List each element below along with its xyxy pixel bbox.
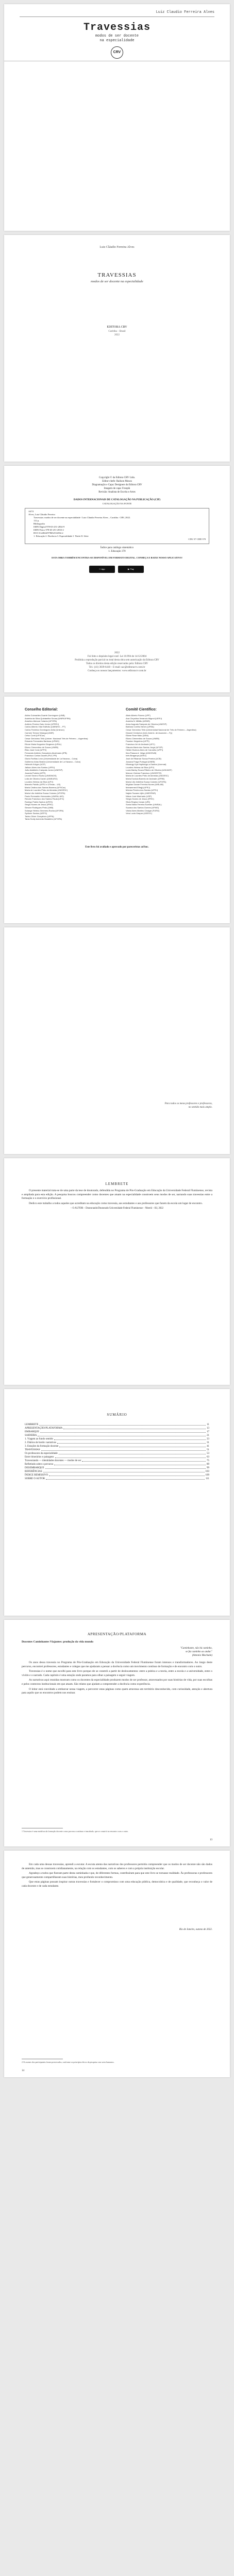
- council-member: Míghian Danae Ferreira Nunes (UNILAB): [126, 783, 164, 786]
- cover-subtitle-line1: modos de ser docente: [95, 34, 139, 38]
- toc-entry-label: Entre itinerários e paisagens: [25, 1456, 54, 1459]
- toc-entry-page: 111: [205, 1478, 209, 1480]
- council-member: Lourdes Helena da Silva (UFV): [25, 780, 54, 783]
- toc-entry-label: LEMBRETE: [25, 1423, 39, 1426]
- catalog-card: [25, 508, 209, 544]
- council-right-heading: Comitê Científico:: [126, 708, 157, 711]
- toc-entry-page: 41: [207, 1445, 209, 1448]
- toc-entry-label: APRESENTAÇÃO/PLATAFORMA: [25, 1427, 63, 1430]
- catalog-isbn-print: ISBN Físico 978-65-251-2833-2: [34, 529, 64, 531]
- council-member: Elizeu Clementino de Souza (UNEB): [25, 745, 59, 749]
- council-member: Antônio Pereira Gaio Júnior (UFRRJ): [25, 722, 59, 725]
- toc-entry[interactable]: [25, 1463, 209, 1466]
- dedication-line2: no sentido mais amplo.: [188, 1106, 212, 1109]
- council-member: Silvia Regina Canan (URI): [126, 800, 150, 803]
- reminder-page: [4, 1158, 230, 1385]
- copyright-page: [4, 466, 230, 692]
- page-number: 14: [22, 2070, 24, 2072]
- toc-entry-page: 53: [207, 1452, 209, 1455]
- council-member: Andréia da Silva Quintanilha Sousa (UNIR/UFRN): [25, 717, 71, 720]
- publisher-logo: CRV: [111, 46, 123, 59]
- council-member: Solange Helena Ximenes-Rocha (UFOPA): [25, 809, 64, 812]
- presentation-heading: APRESENTAÇÃO/PLATAFORMA: [87, 1632, 147, 1636]
- body-paragraph: Agradeço a todos que fizeram parte desta caminhada e que, de diferentes formas, contribuíram para que este livro se tornasse realidade. Às professoras e professores que generosamente compartilharam suas histórias, meu profundo reconhecimento.: [22, 1872, 212, 1879]
- footer-rights: Todos os direitos desta edição reservados pela: Editora CRV: [86, 663, 148, 665]
- app-badges: [89, 566, 144, 573]
- catalog-sub: CATALOGAÇÃO NA FONTE: [102, 502, 132, 505]
- presentation-body: [22, 1661, 212, 1697]
- presentation-footnote: 1 Travessias é uma metáfora da formação docente como processo contínuo e inacabado, que se constrói no encontro com o outro.: [22, 1830, 129, 1833]
- toc-entry[interactable]: [25, 1470, 209, 1473]
- council-member: Tadeu Oliver Gonçalves (UFPA): [25, 815, 54, 818]
- council-member: Jailson Alves dos Santos (UFRJ): [25, 766, 55, 769]
- image-line: Imagem de capa: Freepik: [104, 487, 130, 490]
- council-member: Sydione Santos (UEPG): [25, 812, 47, 815]
- council-left-heading: Conselho Editorial:: [25, 708, 58, 711]
- toc-heading: SUMÁRIO: [107, 1413, 127, 1417]
- council-member: Carmen Tereza Velanga (UNIR): [25, 731, 54, 734]
- council-member: Mohammed Elhajji (UFRJ): [126, 786, 150, 789]
- council-member: Helmuth Krüger (UCP): [25, 763, 46, 766]
- catalog-heading: DADOS INTERNACIONAIS DE CATALOGAÇÃO NA PUBLICAÇÃO (CIP): [73, 499, 161, 501]
- app-store-badge[interactable]: App: [89, 566, 115, 573]
- body-paragraph: Em cada uma dessas travessias, aprendi a escutar. A escuta atenta das narrativas dos professores permitiu compreender que os modos de ser docente não são dados de antemão, mas se constroem cotidianamente, na relação com os estudantes, com os saberes e com a própria instituição escolar.: [22, 1863, 212, 1870]
- council-member: Lucia Marisy Souza Ribeiro de Oliveira (UNIVASF): [126, 769, 172, 772]
- council-member: Nilson José Machado (USP): [126, 794, 152, 798]
- toc-page: [4, 1389, 230, 1616]
- title-page-author: Luiz Cláudio Ferreira Alves: [99, 246, 135, 249]
- toc-entry[interactable]: [25, 1448, 209, 1452]
- title-page-title: TRAVESSIAS: [97, 272, 137, 278]
- toc-leader-dots: [63, 1427, 206, 1429]
- epigraph-line: se faz caminho ao andar.": [186, 1651, 212, 1653]
- toc-entry-label: DESEMBARQUE: [25, 1467, 44, 1469]
- toc-entry-page: 63: [207, 1456, 209, 1459]
- council-member: Guillermo Arias Beatón (Universidade de La Havana – Cuba): [25, 760, 81, 763]
- toc-entry-label: EMBARQUE: [25, 1431, 40, 1433]
- catalog-bibliography: Bibliografia: [34, 522, 45, 525]
- google-play-badge[interactable]: ▶ Play: [118, 566, 144, 573]
- council-member: Simone Rodrigues Pinto (UNB): [25, 806, 54, 809]
- presentation-subheading: Docentes Caminhantes Viajantes: produção da vida mundo: [22, 1640, 93, 1643]
- epigraph-author: (Antonio Machado): [192, 1654, 212, 1657]
- council-member: Sonia Maria Ferreira Koehler (UNISAL): [126, 803, 162, 806]
- council-member: Francisco Ari de Andrade (UFC): [126, 742, 155, 745]
- toc-entry-page: 31: [207, 1442, 209, 1444]
- council-member: Mônica Pereira dos Santos (UFRJ): [126, 789, 158, 792]
- toc-entry[interactable]: [25, 1441, 209, 1445]
- presentation-continued-page: [4, 1851, 230, 2077]
- toc-entry-label: SAIDEIRA: [25, 1434, 37, 1437]
- council-member: Kilwangy Kya Kapitango-a-Samba (Unemat): [126, 763, 166, 766]
- title-page-year: 2022: [114, 334, 120, 336]
- legal-footer: [4, 651, 230, 673]
- council-member: Sérgio Nunes de Jesus (IFRO): [25, 803, 53, 806]
- toc-entry-label: 1. Viagem ao fundo sentido: [25, 1438, 54, 1440]
- toc-list: [25, 1423, 209, 1481]
- council-member: Eliane Rose Maio (UEM): [126, 734, 149, 737]
- council-member: Anna Augusta Sampaio de Oliveira (UNESP): [126, 722, 167, 725]
- council-member: Maria Eurácia Barreto de Andrade (UFRB): [126, 777, 165, 781]
- council-member: Cesar Gerónimo Tello (Univer. Nacional Três de Febrero – Argentina): [25, 737, 88, 740]
- toc-entry-page: 109: [205, 1474, 209, 1477]
- council-member: Leonel Severo Rocha (UNISINOS): [25, 774, 57, 777]
- toc-leader-dots: [45, 1466, 206, 1469]
- copyright-line: Copyright © da Editora CRV Ltda.: [99, 477, 135, 479]
- council-member: Suzana dos Santos Gomes (UFMG): [126, 806, 159, 809]
- dedication-line1: Para todos os meus professores e professoras,: [164, 1103, 212, 1105]
- toc-entry[interactable]: [25, 1427, 209, 1430]
- council-member: José de Ribamar Sousa Pereira (UCB): [126, 757, 161, 760]
- epigraph: [180, 1647, 212, 1657]
- council-member: Jussara Fraga Portugal (UNEB): [126, 760, 155, 763]
- council-member: Cesar Gerónimo Tello (Universidad Nacional de Três de Febrero – Argentina): [126, 728, 196, 731]
- council-member: Vera Lucia Gaspar (UDESC): [126, 812, 152, 815]
- toc-leader-dots: [82, 1459, 206, 1462]
- catalog-subjects: 1. Educação 2. Docência 3. Especialidade I. Título II. Série: [34, 535, 89, 537]
- index-line: Índice para catálogo sistemático: [100, 547, 134, 549]
- catalog-code: A474: [28, 510, 34, 513]
- toc-leader-dots: [59, 1445, 206, 1447]
- footer-prohibition: Proibida a reprodução parcial ou total desta obra sem autorização da Editora CRV: [75, 659, 159, 662]
- councils-page: [4, 697, 230, 923]
- council-member: Marcelo Paixão (UFRJ e UTexas – US): [25, 783, 61, 786]
- catalog-doi: DOI 10.24824/978652512832.2: [34, 532, 63, 534]
- toc-entry-label: REFERÊNCIAS: [25, 1470, 42, 1473]
- toc-entry-page: 51: [207, 1449, 209, 1451]
- continued-footnote: 2 Os nomes dos participantes foram preservados, conforme os princípios éticos da pesquisa com seres humanos.: [22, 2061, 114, 2063]
- cover-page: [4, 4, 230, 231]
- reminder-body: [22, 1189, 212, 1212]
- cover-title: Travessias: [83, 22, 151, 33]
- reminder-paragraph: Dedico este trabalho a todos aqueles que acreditam na educação como travessia, aos estudantes e aos professores que fazem da escola um lugar de encontro.: [29, 1201, 203, 1205]
- toc-leader-dots: [59, 1452, 206, 1454]
- catalog-isbn-digital: ISBN Digital 978-65-251-2834-9: [34, 526, 65, 528]
- toc-entry-label: Travessiando — identidades docentes — modos de ser: [25, 1460, 81, 1462]
- council-right-list: [126, 714, 219, 815]
- epigraph-line: "Caminhante, não há caminho,: [180, 1647, 212, 1650]
- cover-author: Luiz Claudio Ferreira Alves: [156, 10, 214, 14]
- toc-leader-dots: [57, 1441, 206, 1444]
- council-member: Fauston Negreiros (UFPI): [126, 740, 149, 743]
- title-page: [4, 235, 230, 462]
- toc-leader-dots: [54, 1463, 206, 1465]
- council-member: Anselmo Alencar Colares (UFOPA): [25, 720, 57, 723]
- council-member: Gláucia Maria dos Santos Jorge (UFOP): [126, 745, 163, 749]
- closing-line: Rio de Janeiro, outono de 2022.: [179, 1928, 212, 1931]
- council-member: Gloria Fariñas León (Universidade de La Havana – Cuba): [25, 757, 78, 760]
- council-member: Renato Francisco dos Santos Paula (UFG): [25, 798, 64, 801]
- body-paragraph: O leitor está convidado a embarcar nessa viagem, a percorrer estas páginas como quem atravessa um território desconhecido, com curiosidade, atenção e abertura para aquilo que os encontros podem nos ensinar.: [22, 1687, 212, 1695]
- reminder-heading: LEMBRETE: [105, 1182, 129, 1186]
- council-member: Eduardo Fernandes Barbosa (UFMG): [25, 740, 59, 743]
- council-member: Maria Lília Imbiriba Sousa Colares (UFOPA): [25, 792, 65, 795]
- council-member: Andréia N. Militão (UEMS): [126, 720, 150, 723]
- council-member: Rodrigo Pratte-Santos (UFES): [25, 800, 53, 803]
- catalog-title: Travessias: modos de ser docente na especialidade / Luiz Cláudio Ferreira Alves – Curitiba : CRV, 2022.: [34, 516, 131, 519]
- council-member: Najela Tavares Ujiie (UNESPAR): [126, 792, 156, 795]
- footer-year: 2022: [114, 652, 120, 654]
- body-paragraph: As narrativas aqui reunidas mostram como os docentes da especialidade produzem modos de ser professor, atravessados por suas histórias de vida, por suas escolhas e pelos contextos institucionais em que atuam. São relatos que ajudam a compreender a docência como experiência.: [22, 1679, 212, 1686]
- toc-entry-page: 99: [207, 1467, 209, 1469]
- toc-leader-dots: [43, 1470, 205, 1472]
- toc-entry-page: 103: [205, 1470, 209, 1473]
- copyright-credits: [4, 476, 230, 494]
- body-paragraph: Travessias é o nome que escolhi para este livro porque ele se constrói a partir de deslocamentos: entre a prática e a teoria, entre a escola e a universidade, entre o vivido e o narrado. Cada capítulo é uma estação onde paramos para olhar a paisagem e seguir viagem.: [22, 1670, 212, 1677]
- council-member: Barbara Coelho Neves (UFBA): [126, 725, 154, 728]
- council-member: Elione Maria Nogueira Diogenes (UFAL): [25, 742, 62, 745]
- council-member: Carlos Federico Dominguez Avila (Unieuro): [25, 728, 64, 731]
- index-item: 1. Educação 370: [108, 550, 126, 553]
- toc-entry-label: 3. Estações da formação docente: [25, 1445, 59, 1448]
- presentation-continued-body: [22, 1863, 212, 1890]
- toc-entry-label: TRAVESSIAS: [25, 1449, 40, 1451]
- council-member: Ilma Passos A. Veiga (UNICEUB): [126, 751, 157, 754]
- council-member: Inês Bragança (UERJ): [126, 754, 147, 757]
- title-page-subtitle: modos de ser docente na especialidade: [91, 280, 143, 283]
- toc-leader-dots: [54, 1437, 206, 1440]
- catalog-author: Alves, Luiz Cláudio Ferreira: [28, 513, 55, 516]
- toc-leader-dots: [55, 1455, 206, 1458]
- footer-site[interactable]: Conheça os nossos lançamentos: www.editoracrv.com.br: [88, 670, 146, 672]
- toc-entry-page: 75: [207, 1460, 209, 1462]
- toc-entry-page: 17: [207, 1431, 209, 1433]
- council-member: Helder Buenos Aires de Carvalho (UFPI): [126, 749, 163, 752]
- body-paragraph: Que estas páginas possam inspirar outras travessias e fortalecer o compromisso com uma educação pública, democrática e de qualidade, que reconheça o valor de cada docente e de cada estudante.: [22, 1880, 212, 1888]
- council-member: Diosnel Centurion (Univ Americ. de Asunción – Py): [126, 731, 173, 734]
- cover-subtitle-line2: na especialidade: [99, 39, 135, 43]
- toc-entry[interactable]: [25, 1477, 209, 1481]
- council-member: Tania Suely Azevedo Brasileiro (UFOPA): [25, 818, 62, 821]
- title-page-city: Curitiba – Brasil: [108, 330, 126, 333]
- council-member: Maria de Lourdes Pinto de Almeida (UNOESC): [25, 789, 68, 792]
- editor-line: Editor-chefe: Railson Moura: [102, 480, 132, 483]
- design-line: Diagramação e Capa: Designers da Editora CRV: [92, 484, 142, 486]
- presentation-page: [4, 1620, 230, 1846]
- title-page-publisher: EDITORA CRV: [107, 326, 127, 329]
- rights-notice: ESTA OBRA TAMBÉM ENCONTRA-SE DISPONÍVEL EM FORMATO DIGITAL. CONHEÇA E BAIXE NOSSO APLICATIVO!: [52, 556, 182, 559]
- toc-entry-label: 2. Diários de bordo: narrativas: [25, 1442, 56, 1444]
- toc-entry[interactable]: [25, 1473, 209, 1477]
- council-member: Francisco Carlos Duarte (PUC-PR): [25, 754, 57, 757]
- toc-entry-label: ÍNDICE REMISSIVO: [25, 1474, 48, 1477]
- council-member: Lídia de Oliveira Xavier (UNIEURO): [25, 777, 58, 781]
- council-member: Maria Cristina dos Santos Bezerra (UFSCar): [25, 786, 66, 789]
- council-member: Vânia Alves Martins Chaigar (FURG): [126, 809, 160, 812]
- toc-entry[interactable]: [25, 1437, 209, 1441]
- reminder-signature: – O AUTOR – Doutorando/Doutorado Universidade Federal Fluminense – Niterói – RJ, 2022: [70, 1207, 164, 1210]
- council-member: Celso Conti (UFSCar): [25, 734, 45, 737]
- council-member: Élsio José Corá (UFFS): [25, 749, 47, 752]
- review-line: Revisão: Analista de Escrita e Artes: [98, 491, 136, 494]
- body-paragraph: Os anos dessa travessia no Programa de Pós-Graduação em Educação da Universidade Federal Fluminense foram intensos e transformadores. Ao longo deste percurso, encontrei professores, estudantes e colegas que me ajudaram a pensar a docência como um movimento contínuo de formação e de encontro com o outro.: [22, 1661, 212, 1668]
- council-member: Marcos Vinicius Francisco (UNOESTE): [126, 771, 162, 774]
- toc-entry-page: 11: [207, 1423, 209, 1426]
- catalog-pages: 112 p.: [34, 519, 40, 522]
- toc-entry[interactable]: [25, 1430, 209, 1434]
- reminder-paragraph: O presente material trata-se de uma parte da tese de doutorado, defendida no Programa de Pós-Graduação em Educação da Universidade Federal Fluminense, revista e ampliada para esta edição. A pesquisa buscou compreender como docentes que atuam na especialidade constroem seus modos de ser, narrando suas travessias entre a formação e o exercício profissional.: [22, 1189, 212, 1200]
- council-member: Sérgio Nunes de Jesus (IFRO): [126, 798, 154, 801]
- toc-leader-dots: [41, 1448, 206, 1451]
- council-member: João Adalberto Campato Junior (UNESP): [25, 769, 63, 772]
- toc-entry[interactable]: [25, 1455, 209, 1459]
- catalog-classification: CDU 37 CDD 370: [188, 538, 206, 540]
- toc-entry-label: Os professores da especialidade: [25, 1452, 58, 1455]
- toc-leader-dots: [40, 1430, 206, 1433]
- council-left-list: [25, 714, 118, 821]
- council-note: Este livro foi avaliado e aprovado por pareceristas ad hoc.: [85, 846, 149, 849]
- toc-entry-page: 21: [207, 1434, 209, 1437]
- dedication-page: [4, 927, 230, 1154]
- toc-entry[interactable]: [25, 1423, 209, 1427]
- toc-entry-label: SOBRE O AUTOR: [25, 1478, 45, 1480]
- council-member: Elizeu Clementino de Souza (UNEB): [126, 737, 160, 740]
- council-member: Altair Alberto Fávero (UPF): [126, 714, 151, 717]
- council-member: Carlos Alberto Vilar Estêvão (UMINHO – PT): [25, 725, 66, 728]
- toc-leader-dots: [38, 1434, 206, 1436]
- toc-leader-dots: [46, 1477, 205, 1480]
- council-member: Maria Lília Imbiriba Sousa Colares (UFOPA): [126, 780, 166, 783]
- toc-entry[interactable]: [25, 1459, 209, 1463]
- toc-entry-page: 13: [207, 1427, 209, 1430]
- toc-leader-dots: [39, 1423, 206, 1426]
- cover-top-rule: [20, 16, 214, 17]
- toc-entry-page: 89: [207, 1463, 209, 1466]
- council-member: Paulo Romualdo Hernandes (UNIFAL-MG): [25, 794, 64, 798]
- council-member: Maria de Lourdes Pinto de Almeida (UNOESC): [126, 774, 169, 777]
- footer-contact: Tel.: (41) 3039-6418 – E-mail: sac@editoracrv.com.br: [89, 666, 145, 669]
- toc-entry[interactable]: [25, 1434, 209, 1437]
- toc-entry-label: Refletindo sobre o percurso: [25, 1463, 54, 1466]
- council-member: Fernando Antônio Gonçalves Alcoforado (IPB): [25, 751, 67, 754]
- council-member: Lourdes Helena da Silva (UFV): [126, 766, 155, 769]
- council-member: Ana Chrystina Venancio Mignot (UERJ): [126, 717, 162, 720]
- toc-leader-dots: [49, 1473, 204, 1476]
- toc-entry[interactable]: [25, 1452, 209, 1455]
- toc-entry-page: 23: [207, 1438, 209, 1440]
- council-member: Josania Portela (UFPI): [25, 771, 46, 774]
- footer-deposit: Foi feito o depósito legal conf. Lei 10.994 de 14/12/2004: [87, 655, 147, 658]
- page-number: 13: [210, 1839, 212, 1841]
- toc-entry[interactable]: [25, 1445, 209, 1448]
- toc-entry[interactable]: [25, 1466, 209, 1470]
- council-member: Aldira Guimarães Duarte Domínguez (UNB): [25, 714, 65, 717]
